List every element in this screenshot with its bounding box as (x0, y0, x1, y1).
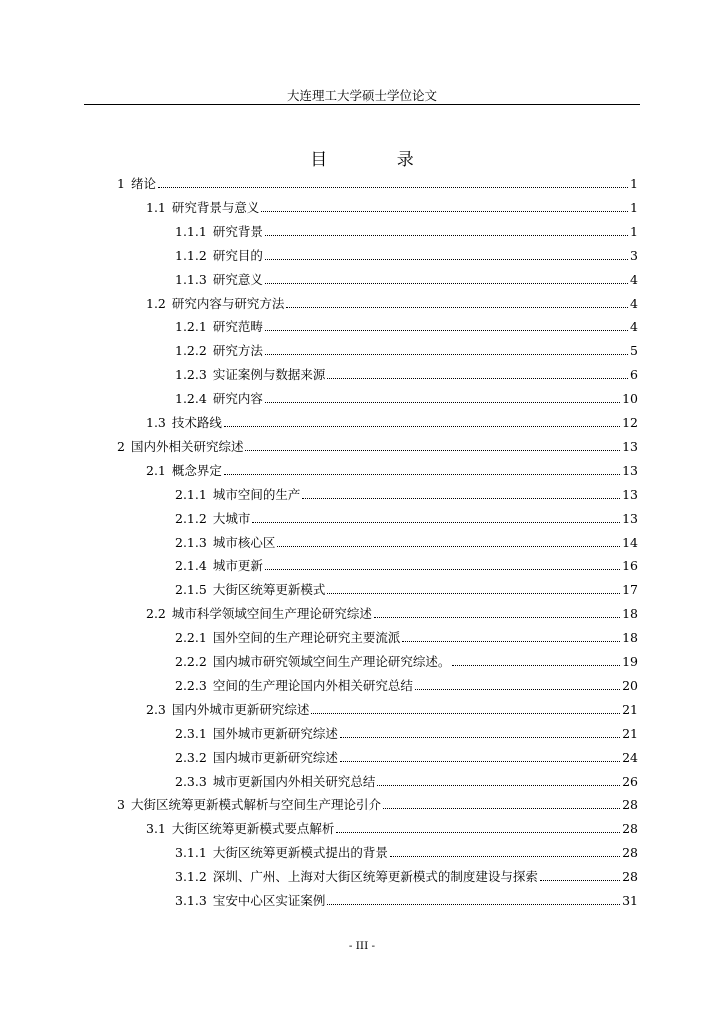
toc-entry-page: 28 (622, 797, 638, 813)
toc-entry-title: 大街区统筹更新模式要点解析 (171, 821, 335, 837)
toc-entry-title: 研究内容 (212, 391, 263, 407)
page-number: - III - (348, 940, 376, 952)
toc-entry-title: 实证案例与数据来源 (212, 367, 326, 383)
toc-entry-number: 2.1.5 (175, 582, 207, 598)
toc-entry[interactable] (175, 865, 638, 885)
toc-entry-page: 20 (622, 677, 638, 693)
toc-leader-dots (224, 426, 620, 427)
toc-entry[interactable] (146, 602, 638, 622)
toc-leader-dots (340, 737, 620, 738)
toc-entry[interactable] (175, 315, 638, 335)
toc-entry-title: 大街区统筹更新模式解析与空间生产理论引介 (130, 797, 381, 813)
toc-entry-title: 绪论 (130, 176, 156, 191)
toc-leader-dots (327, 904, 620, 905)
toc-entry-number: 2.1.2 (175, 510, 207, 526)
toc-entry[interactable] (146, 817, 638, 837)
toc-entry-title: 研究背景与意义 (171, 199, 260, 215)
toc-entry-page: 13 (622, 486, 638, 502)
toc-entry[interactable] (175, 507, 638, 527)
toc-leader-dots (540, 880, 620, 881)
toc-entry[interactable] (175, 650, 638, 670)
toc-entry[interactable] (117, 172, 638, 192)
toc-entry-number: 1.1.1 (175, 223, 207, 239)
toc-leader-dots (265, 569, 620, 570)
toc-entry-title: 概念界定 (171, 462, 222, 478)
toc-leader-dots (340, 761, 620, 762)
toc-entry[interactable] (146, 459, 638, 479)
toc-entry-number: 2.1.1 (175, 486, 207, 502)
toc-leader-dots (265, 354, 628, 355)
toc-entry[interactable] (175, 674, 638, 694)
toc-entry-number: 2.3.3 (175, 773, 207, 789)
toc-entry-title: 国内城市研究领域空间生产理论研究综述。 (212, 654, 451, 669)
toc-entry-title: 城市核心区 (212, 534, 276, 550)
toc-leader-dots (265, 402, 620, 403)
toc-entry-number: 1.2.4 (175, 391, 207, 407)
toc-leader-dots (302, 498, 620, 499)
toc-entry-page: 1 (630, 223, 638, 239)
toc-entry-number: 2 (117, 438, 125, 454)
toc-entry-page: 4 (630, 271, 638, 287)
toc-entry[interactable] (175, 363, 638, 383)
toc-entry[interactable] (175, 268, 638, 288)
toc-entry-page: 14 (622, 534, 638, 550)
toc-leader-dots (224, 474, 620, 475)
toc-entry[interactable] (175, 387, 638, 407)
toc-entry[interactable] (117, 435, 638, 455)
toc-entry-title: 国外城市更新研究综述 (212, 725, 338, 741)
toc-entry-page: 4 (630, 319, 638, 335)
header-rule (84, 104, 640, 105)
toc-entry-page: 3 (630, 247, 638, 263)
toc-entry-number: 2.2.3 (175, 677, 207, 693)
toc-leader-dots (265, 330, 628, 331)
toc-entry-title: 国内外城市更新研究综述 (171, 701, 310, 717)
toc-entry-page: 28 (622, 821, 638, 837)
toc-leader-dots (158, 187, 628, 188)
toc-entry-title: 城市科学领域空间生产理论研究综述 (171, 606, 372, 622)
toc-entry-number: 3.1 (146, 821, 166, 837)
toc-entry-title: 研究内容与研究方法 (171, 295, 285, 311)
toc-entry[interactable] (175, 531, 638, 551)
toc-leader-dots (383, 808, 620, 809)
toc-entry-page: 1 (630, 199, 638, 215)
toc-entry-title: 城市更新 (212, 558, 263, 574)
toc-entry-number: 2.1.4 (175, 558, 207, 574)
toc-entry[interactable] (146, 411, 638, 431)
toc-entry-number: 1.2 (146, 295, 166, 311)
toc-entry-page: 10 (622, 391, 638, 407)
toc-entry-title: 深圳、广州、上海对大街区统筹更新模式的制度建设与探索 (212, 869, 538, 885)
toc-leader-dots (402, 641, 620, 642)
toc-entry-number: 2.2 (146, 606, 166, 622)
toc-entry[interactable] (175, 722, 638, 742)
toc-entry-number: 2.2.2 (175, 654, 207, 669)
toc-leader-dots (390, 856, 620, 857)
toc-entry[interactable] (175, 220, 638, 240)
toc-entry-title: 国内城市更新研究综述 (212, 749, 338, 765)
toc-entry-page: 13 (622, 438, 638, 454)
toc-entry-number: 3 (117, 797, 125, 813)
toc-entry-page: 17 (622, 582, 638, 598)
toc-entry-page: 28 (622, 845, 638, 861)
toc-entry[interactable] (175, 746, 638, 766)
toc-leader-dots (265, 259, 628, 260)
toc-entry-number: 1.2.2 (175, 343, 207, 359)
toc-entry-title: 国外空间的生产理论研究主要流派 (212, 630, 401, 646)
toc-entry-number: 3.1.2 (175, 869, 207, 885)
toc-entry-title: 大城市 (212, 510, 251, 526)
toc-leader-dots (374, 617, 620, 618)
toc-leader-dots (327, 593, 620, 594)
toc-leader-dots (252, 522, 620, 523)
toc-entry-page: 21 (622, 701, 638, 717)
toc-entry-page: 18 (622, 606, 638, 622)
toc-entry-number: 1.1.2 (175, 247, 207, 263)
toc-entry-number: 2.1.3 (175, 534, 207, 550)
toc-entry[interactable] (146, 698, 638, 718)
toc-leader-dots (327, 378, 628, 379)
toc-entry-page: 13 (622, 462, 638, 478)
toc-entry-number: 1.2.3 (175, 367, 207, 383)
toc-title: 目 录 (310, 150, 446, 170)
toc-leader-dots (245, 450, 620, 451)
toc-entry-number: 3.1.1 (175, 845, 207, 861)
toc-entry[interactable] (175, 626, 638, 646)
toc-entry-title: 技术路线 (171, 415, 222, 430)
toc-leader-dots (377, 785, 620, 786)
toc-leader-dots (336, 832, 620, 833)
toc-entry-page: 19 (622, 654, 638, 669)
toc-leader-dots (277, 546, 620, 547)
toc-entry[interactable] (175, 889, 638, 909)
toc-entry-number: 1.3 (146, 415, 166, 430)
toc-entry-number: 2.3.2 (175, 749, 207, 765)
toc-entry-page: 5 (630, 343, 638, 359)
toc-leader-dots (311, 713, 620, 714)
toc-entry-title: 宝安中心区实证案例 (212, 893, 326, 908)
toc-leader-dots (265, 235, 628, 236)
toc-entry-page: 28 (622, 869, 638, 885)
toc-entry-title: 城市更新国内外相关研究总结 (212, 773, 376, 789)
toc-entry-title: 研究意义 (212, 271, 263, 287)
toc-entry[interactable] (175, 770, 638, 790)
toc-leader-dots (261, 211, 628, 212)
toc-entry[interactable] (175, 554, 638, 574)
toc-leader-dots (265, 283, 628, 284)
toc-entry-page: 6 (630, 367, 638, 383)
toc-entry-title: 城市空间的生产 (212, 486, 301, 502)
toc-leader-dots (452, 665, 620, 666)
toc-entry[interactable] (175, 244, 638, 264)
toc-entry-page: 18 (622, 630, 638, 646)
toc-entry-title: 大街区统筹更新模式 (212, 582, 326, 598)
toc-entry-number: 2.1 (146, 462, 166, 478)
toc-entry[interactable] (146, 292, 638, 312)
toc-entry-title: 大街区统筹更新模式提出的背景 (212, 845, 388, 861)
toc-entry-page: 26 (622, 773, 638, 789)
toc-entry-page: 16 (622, 558, 638, 574)
toc-entry[interactable] (117, 793, 638, 813)
toc-entry[interactable] (146, 196, 638, 216)
toc-leader-dots (286, 307, 628, 308)
toc-entry-number: 3.1.3 (175, 893, 207, 908)
toc-entry-title: 研究方法 (212, 343, 263, 359)
toc-leader-dots (415, 689, 620, 690)
running-header: 大连理工大学硕士学位论文 (286, 88, 437, 103)
toc-entry-number: 1.1 (146, 199, 166, 215)
toc-entry-page: 24 (622, 749, 638, 765)
toc-entry-title: 研究范畴 (212, 319, 263, 335)
toc-entry-page: 13 (622, 510, 638, 526)
toc-entry[interactable] (175, 339, 638, 359)
toc-entry-number: 2.3 (146, 701, 166, 717)
toc-entry-page: 21 (622, 725, 638, 741)
toc-entry-page: 12 (622, 415, 638, 430)
toc-entry-title: 国内外相关研究综述 (130, 438, 244, 454)
toc-entry-title: 研究背景 (212, 223, 263, 239)
toc-entry-page: 1 (630, 176, 638, 191)
toc-entry-number: 1 (117, 176, 125, 191)
toc-entry[interactable] (175, 841, 638, 861)
toc-entry[interactable] (175, 578, 638, 598)
toc-entry-page: 4 (630, 295, 638, 311)
toc-entry[interactable] (175, 483, 638, 503)
toc-entry-title: 研究目的 (212, 247, 263, 263)
toc-entry-number: 1.1.3 (175, 271, 207, 287)
toc-entry-page: 31 (622, 893, 638, 908)
toc-entry-number: 2.3.1 (175, 725, 207, 741)
toc-entry-number: 2.2.1 (175, 630, 207, 646)
toc-entry-number: 1.2.1 (175, 319, 207, 335)
toc-entry-title: 空间的生产理论国内外相关研究总结 (212, 677, 413, 693)
